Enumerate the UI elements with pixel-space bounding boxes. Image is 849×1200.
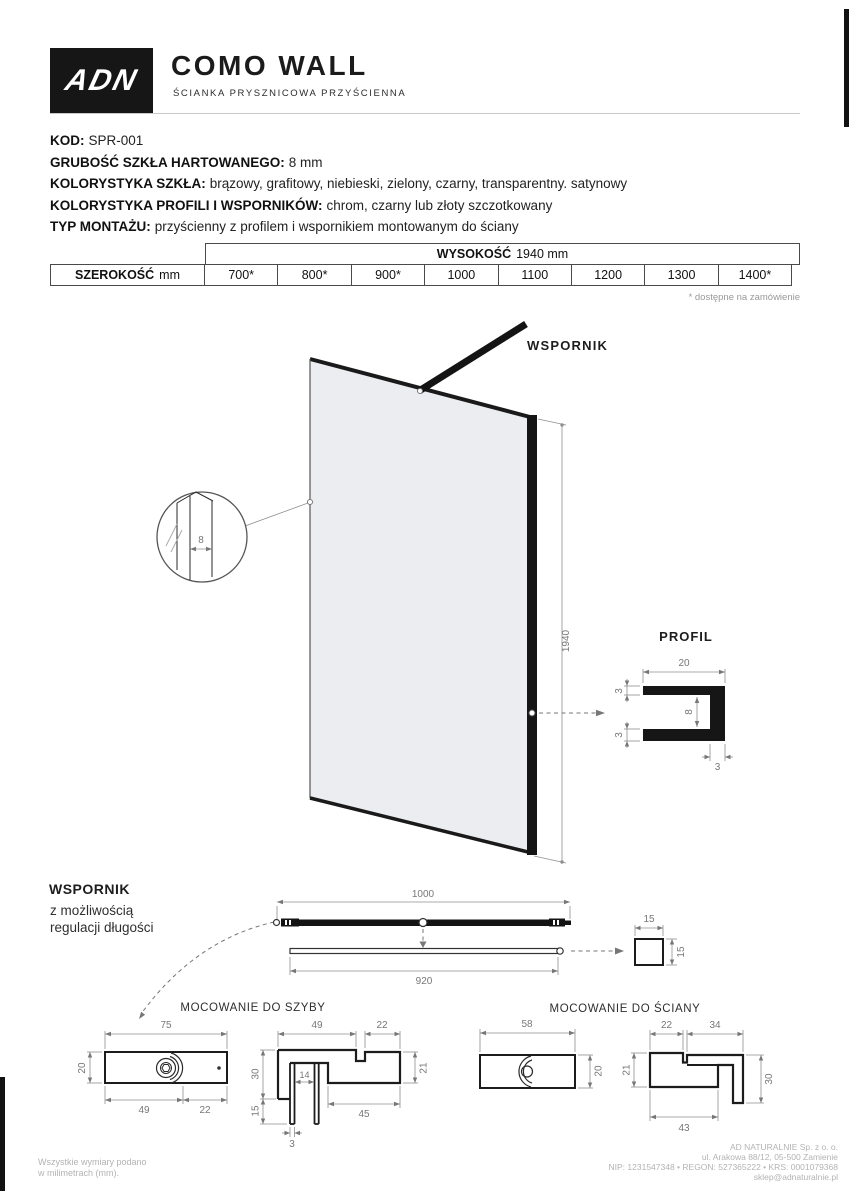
width-cell: 900* — [351, 264, 425, 286]
dimensions-note — [38, 1157, 147, 1179]
dim-sciany-r-b: 43 — [678, 1123, 690, 1134]
company-registration: NIP: 1231547348 • REGON: 527365222 • KRS: 0001079368 — [608, 1162, 838, 1172]
clamp-outline — [278, 1050, 400, 1083]
spec-typ-value: przyścienny z profilem i wspornikiem montowanym do ściany — [154, 219, 519, 234]
dimensions-note-line1: Wszystkie wymiary podano — [38, 1157, 147, 1167]
dim-sciany-l-top: 58 — [521, 1019, 533, 1030]
dim-szyby-l-side: 20 — [77, 1062, 88, 1074]
dim-szyby-r-b2: 45 — [358, 1109, 370, 1120]
width-cell: 1400* — [718, 264, 792, 286]
dim-szyby-r-r: 21 — [418, 1062, 430, 1074]
profil-drawing — [614, 658, 733, 773]
dim-szyby-r-t2: 22 — [376, 1020, 388, 1031]
height-label: WYSOKOŚĆ — [436, 247, 512, 261]
glass-clamp-profile-view — [251, 1020, 430, 1150]
detail-ref-dot — [308, 500, 313, 505]
spec-kolor-profili-label: KOLORYSTYKA PROFILI I WSPORNIKÓW: — [50, 197, 323, 213]
dim-profil-wall: 3 — [714, 762, 721, 773]
curved-leader — [141, 922, 274, 1014]
spec-kod-label: KOD: — [50, 133, 85, 148]
wspornik-rod — [419, 324, 526, 391]
spec-grubosc-label: GRUBOŚĆ SZKŁA HARTOWANEGO: — [50, 154, 285, 170]
dim-rod-min: 920 — [415, 976, 433, 987]
glass-pane — [310, 359, 530, 853]
dim-profil-flange-top: 3 — [614, 688, 625, 694]
width-unit: mm — [159, 268, 180, 282]
dim-square-h: 15 — [676, 946, 687, 958]
spec-grubosc-value: 8 mm — [288, 154, 323, 170]
rod-attach-dot — [418, 389, 423, 394]
company-info — [609, 1142, 838, 1182]
wspornik-callout-label: WSPORNIK — [527, 338, 609, 353]
dim-szyby-r-t1: 49 — [311, 1020, 323, 1031]
company-address: ul. Arakowa 88/12, 05-500 Zamienie — [701, 1152, 838, 1162]
width-cell: 700* — [204, 264, 278, 286]
dim-sciany-r-t1: 22 — [660, 1020, 673, 1031]
page-subtitle: ŚCIANKA PRYSZNICOWA PRZYŚCIENNA — [173, 88, 407, 99]
width-label: SZEROKOŚĆ — [74, 268, 155, 282]
dim-height: 1940 — [561, 629, 572, 653]
dimensions-note-line2: w milimetrach (mm). — [38, 1168, 119, 1178]
dim-profil-inner: 8 — [684, 709, 695, 715]
width-cell: 1300 — [644, 264, 718, 286]
rod-inner-tube — [290, 949, 558, 954]
profil-title: PROFIL — [659, 629, 713, 644]
dim-glass-thickness: 8 — [198, 535, 204, 546]
rod-pivot — [419, 919, 427, 927]
width-cell: 1100 — [498, 264, 572, 286]
spec-kolor-szkla-value: brązowy, grafitowy, niebieski, zielony, czarny, transparentny. satynowy — [209, 176, 628, 191]
width-cell: 1000 — [424, 264, 498, 286]
dim-szyby-l-b1: 49 — [138, 1105, 150, 1116]
clamp-body — [105, 1052, 227, 1083]
page-title: COMO WALL — [171, 50, 368, 81]
dim-profil-flange-bottom: 3 — [614, 732, 625, 738]
wall-profile-bar — [527, 415, 537, 855]
height-value: 1940 mm — [516, 247, 569, 261]
hex-bolt — [162, 1065, 170, 1072]
spec-kolor-profili-value: chrom, czarny lub złoty szczotkowany — [326, 197, 553, 213]
dim-szyby-r-s1: 30 — [250, 1068, 262, 1080]
spec-kod-value: SPR-001 — [88, 133, 144, 148]
company-name: AD NATURALNIE Sp. z o. o. — [729, 1142, 838, 1152]
thickness-detail — [157, 492, 313, 582]
dim-sciany-r-t2: 34 — [709, 1020, 721, 1031]
wspornik-section-title: WSPORNIK — [49, 881, 130, 897]
dim-szyby-l-b2: 22 — [199, 1105, 211, 1116]
wall-mount-outline — [650, 1053, 743, 1103]
wall-mount-profile-view — [622, 1020, 776, 1134]
wall-mount-body — [480, 1055, 575, 1088]
dim-sciany-r-l: 21 — [621, 1064, 633, 1076]
glass-panel-drawing — [310, 324, 605, 864]
spec-kolor-szkla-label: KOLORYSTYKA SZKŁA: — [50, 176, 206, 191]
company-email: sklep@adnaturalnie.pl — [753, 1172, 838, 1182]
width-cell: 800* — [277, 264, 351, 286]
table-footnote: * dostępne na zamówienie — [688, 292, 800, 303]
dim-szyby-r-in: 14 — [299, 1070, 310, 1080]
dim-square-w: 15 — [643, 914, 655, 925]
mocowanie-szyby-title: MOCOWANIE DO SZYBY — [180, 1002, 326, 1014]
dim-profil-width: 20 — [678, 658, 690, 669]
wspornik-subtitle-line1: z możliwością — [50, 903, 134, 918]
dim-szyby-l-top: 75 — [160, 1020, 172, 1031]
wall-mount-side-view — [480, 1019, 605, 1088]
rod-cross-section — [635, 939, 663, 965]
spec-typ-label: TYP MONTAŻU: — [50, 219, 151, 234]
dim-sciany-l-side: 20 — [593, 1065, 605, 1077]
glass-clamp-side-view — [77, 1020, 227, 1116]
dim-sciany-r-r: 30 — [764, 1073, 775, 1085]
dim-rod-max: 1000 — [411, 889, 435, 900]
wspornik-subtitle-line2: regulacji długości — [50, 920, 154, 935]
wspornik-rod-drawing — [139, 889, 687, 1019]
dim-szyby-r-b: 3 — [289, 1139, 295, 1150]
width-cell: 1200 — [571, 264, 645, 286]
profil-ref-dot — [529, 710, 535, 716]
mocowanie-sciany-title: MOCOWANIE DO ŚCIANY — [549, 1003, 701, 1015]
dim-szyby-r-s2: 15 — [250, 1105, 262, 1117]
brand-logo-text: ADN — [62, 63, 142, 97]
